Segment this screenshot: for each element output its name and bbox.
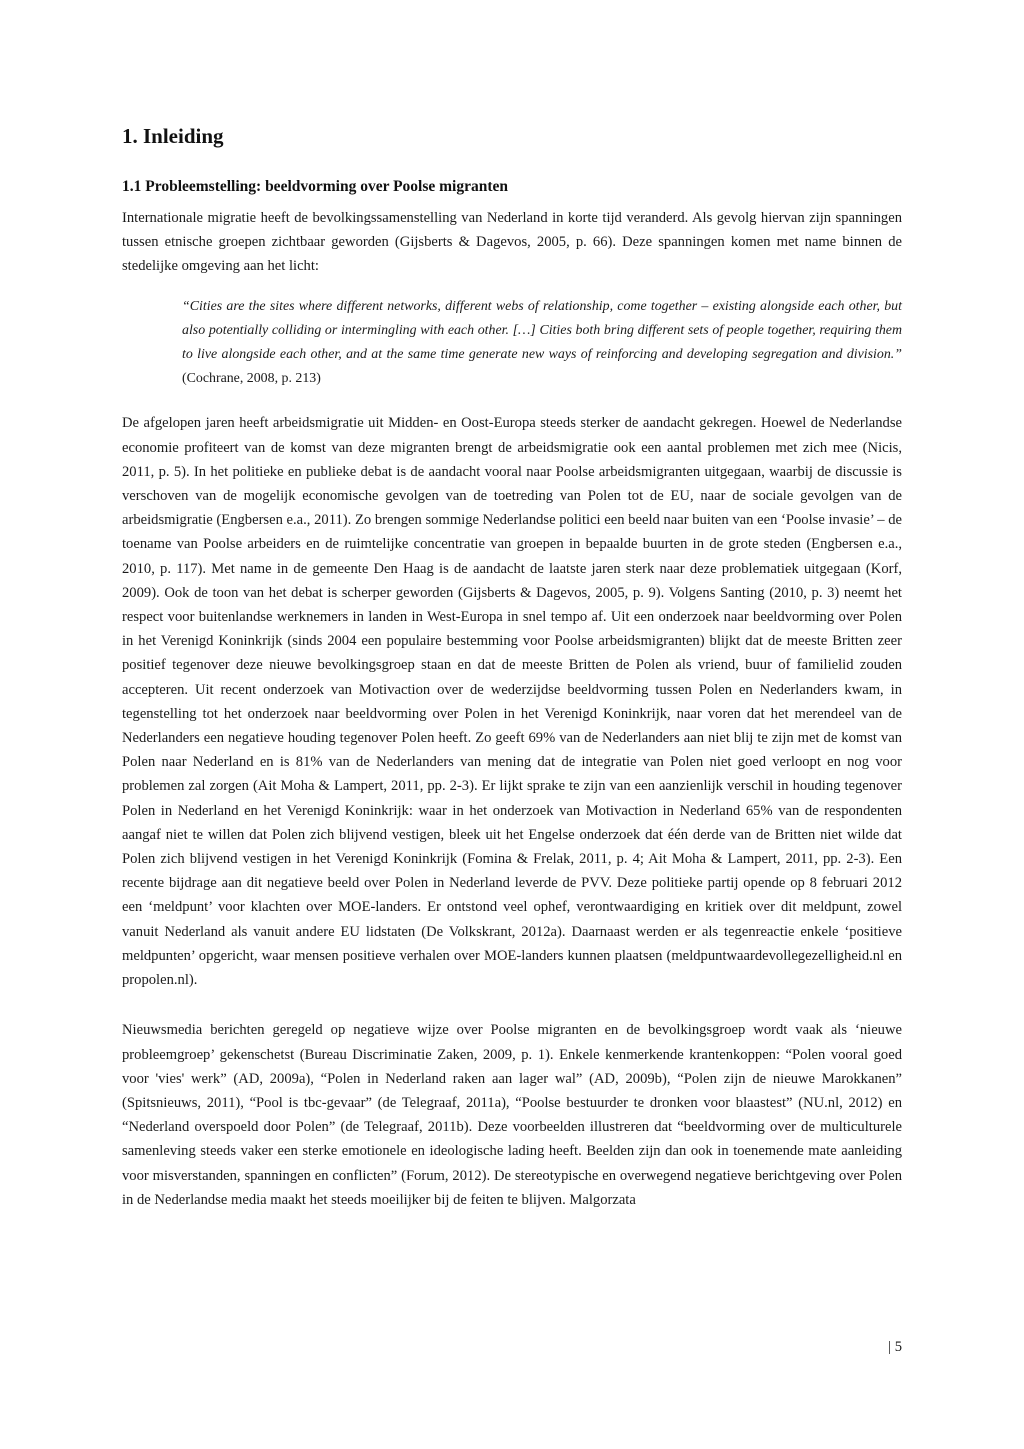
body-paragraph-2: De afgelopen jaren heeft arbeidsmigratie uit Midden- en Oost-Europa steeds sterker de aandacht gekregen. Hoewel de Nederlandse economie profiteert van de komst van deze migranten brengt de arbeidsmigratie ook een aantal problemen met zich mee (Nicis, 2011, p. 5). In het politieke en publieke debat is de aandacht vooral naar Poolse arbeidsmigranten uitgegaan, waarbij de discussie is verschoven van de mogelijk economische gevolgen van de toetreding van Polen tot de EU, naar de sociale gevolgen van de arbeidsmigratie (Engbersen e.a., 2011). Zo brengen sommige Nederlandse politici een beeld naar buiten van een ‘Poolse invasie’ – de toename van Poolse arbeiders en de ruimtelijke concentratie van groepen in bepaalde buurten in de grote steden (Engbersen e.a., 2010, p. 117). Met name in de gemeente Den Haag is de aandacht de laatste jaren sterk naar deze problematiek uitgegaan (Korf, 2009). Ook de toon van het debat is scherper geworden (Gijsberts & Dagevos, 2005, p. 9). Volgens Santing (2010, p. 3) neemt het respect voor buitenlandse werknemers in landen in West-Europa in snel tempo af. Uit een onderzoek naar beeldvorming over Polen in het Verenigd Koninkrijk (sinds 2004 een populaire bestemming voor Poolse arbeidsmigranten) blijkt dat de meeste Britten zeer positief tegenover deze nieuwe bevolkingsgroep staan en dat de meeste Britten de Polen als vriend, buur of familielid zouden accepteren. Uit recent onderzoek van Motivaction over de wederzijdse beeldvorming tussen Polen en Nederlanders kwam, in tegenstelling tot het onderzoek naar beeldvorming over Polen in het Verenigd Koninkrijk, naar voren dat het merendeel van de Nederlanders een negatieve houding tegenover Polen heeft. Zo geeft 69% van de Nederlanders aan niet blij te zijn met de komst van Polen naar Nederland en is 81% van de Nederlanders van mening dat de integratie van Polen niet goed verloopt en nog voor problemen zal zorgen (Ait Moha & Lampert, 2011, pp. 2-3). Er lijkt sprake te zijn van een aanzienlijk verschil in houding tegenover Polen in Nederland en het Verenigd Koninkrijk: waar in het onderzoek van Motivaction in Nederland 65% van de respondenten aangaf niet te willen dat Polen zich blijvend vestigen, bleek uit het Engelse onderzoek dat één derde van de Britten niet wilde dat Polen zich blijvend vestigen in het Verenigd Koninkrijk (Fomina & Frelak, 2011, p. 4; Ait Moha & Lampert, 2011, pp. 2-3). Een recente bijdrage aan dit negatieve beeld over Polen in Nederland leverde de PVV. Deze politieke partij opende op 8 februari 2012 een ‘meldpunt’ voor klachten over MOE-landers. Er ontstond veel ophef, verontwaardiging en kritiek over dit meldpunt, zowel vanuit Nederland als vanuit andere EU lidstaten (De Volkskrant, 2012a). Daarnaast werden er als tegenreactie enkele ‘positieve meldpunten’ opgericht, waar mensen positieve verhalen over MOE-landers kunnen plaatsen (meldpuntwaardevollegezelligheid.nl en propolen.nl). [122, 415, 902, 989]
block-quote [182, 295, 902, 392]
body-paragraph-3: Nieuwsmedia berichten geregeld op negatieve wijze over Poolse migranten en de bevolkingsgroep wordt vaak als ‘nieuwe probleemgroep’ gekenschetst (Bureau Discriminatie Zaken, 2009, p. 1). Enkele kenmerkende krantenkoppen: “Polen vooral goed voor 'vies' werk” (AD, 2009a), “Polen in Nederland raken aan lager wal” (AD, 2009b), “Polen zijn de nieuwe Marokkanen” (Spitsnieuws, 2011), “Pool is tbc-gevaar” (de Telegraaf, 2011a), “Poolse bestuurder te dronken voor blaastest” (NU.nl, 2012) en “Nederland overspoeld door Polen” (de Telegraaf, 2011b). Deze voorbeelden illustreren dat “beeldvorming over de multiculturele samenleving steeds vaker een sterke emotionele en ideologische lading heeft. Beelden zijn dan ook in toenemende mate aanleiding voor misverstanden, spanningen en conflicten” (Forum, 2012). De stereotypische en overwegend negatieve berichtgeving over Polen in de Nederlandse media maakt het steeds moeilijker bij de feiten te blijven. Malgorzata [122, 1022, 902, 1208]
document-page [122, 120, 902, 1212]
page-number: | 5 [888, 1339, 902, 1355]
chapter-heading: 1. Inleiding [122, 124, 224, 148]
section-heading: 1.1 Probleemstelling: beeldvorming over Poolse migranten [122, 178, 509, 195]
quote-text: “Cities are the sites where different networks, different webs of relationship, come together – existing alongside each other, but also potentially colliding or intermingling with each other. […] Cities both bring different sets of people together, requiring them to live alongside each other, and at the same time generate new ways of reinforcing and developing segregation and division.” [182, 298, 902, 363]
quote-citation: (Cochrane, 2008, p. 213) [182, 371, 321, 387]
intro-paragraph: Internationale migratie heeft de bevolkingssamenstelling van Nederland in korte tijd veranderd. Als gevolg hiervan zijn spanningen tussen etnische groepen zichtbaar geworden (Gijsberts & Dagevos, 2005, p. 66). Deze spanningen komen met name binnen de stedelijke omgeving aan het licht: [122, 210, 902, 275]
